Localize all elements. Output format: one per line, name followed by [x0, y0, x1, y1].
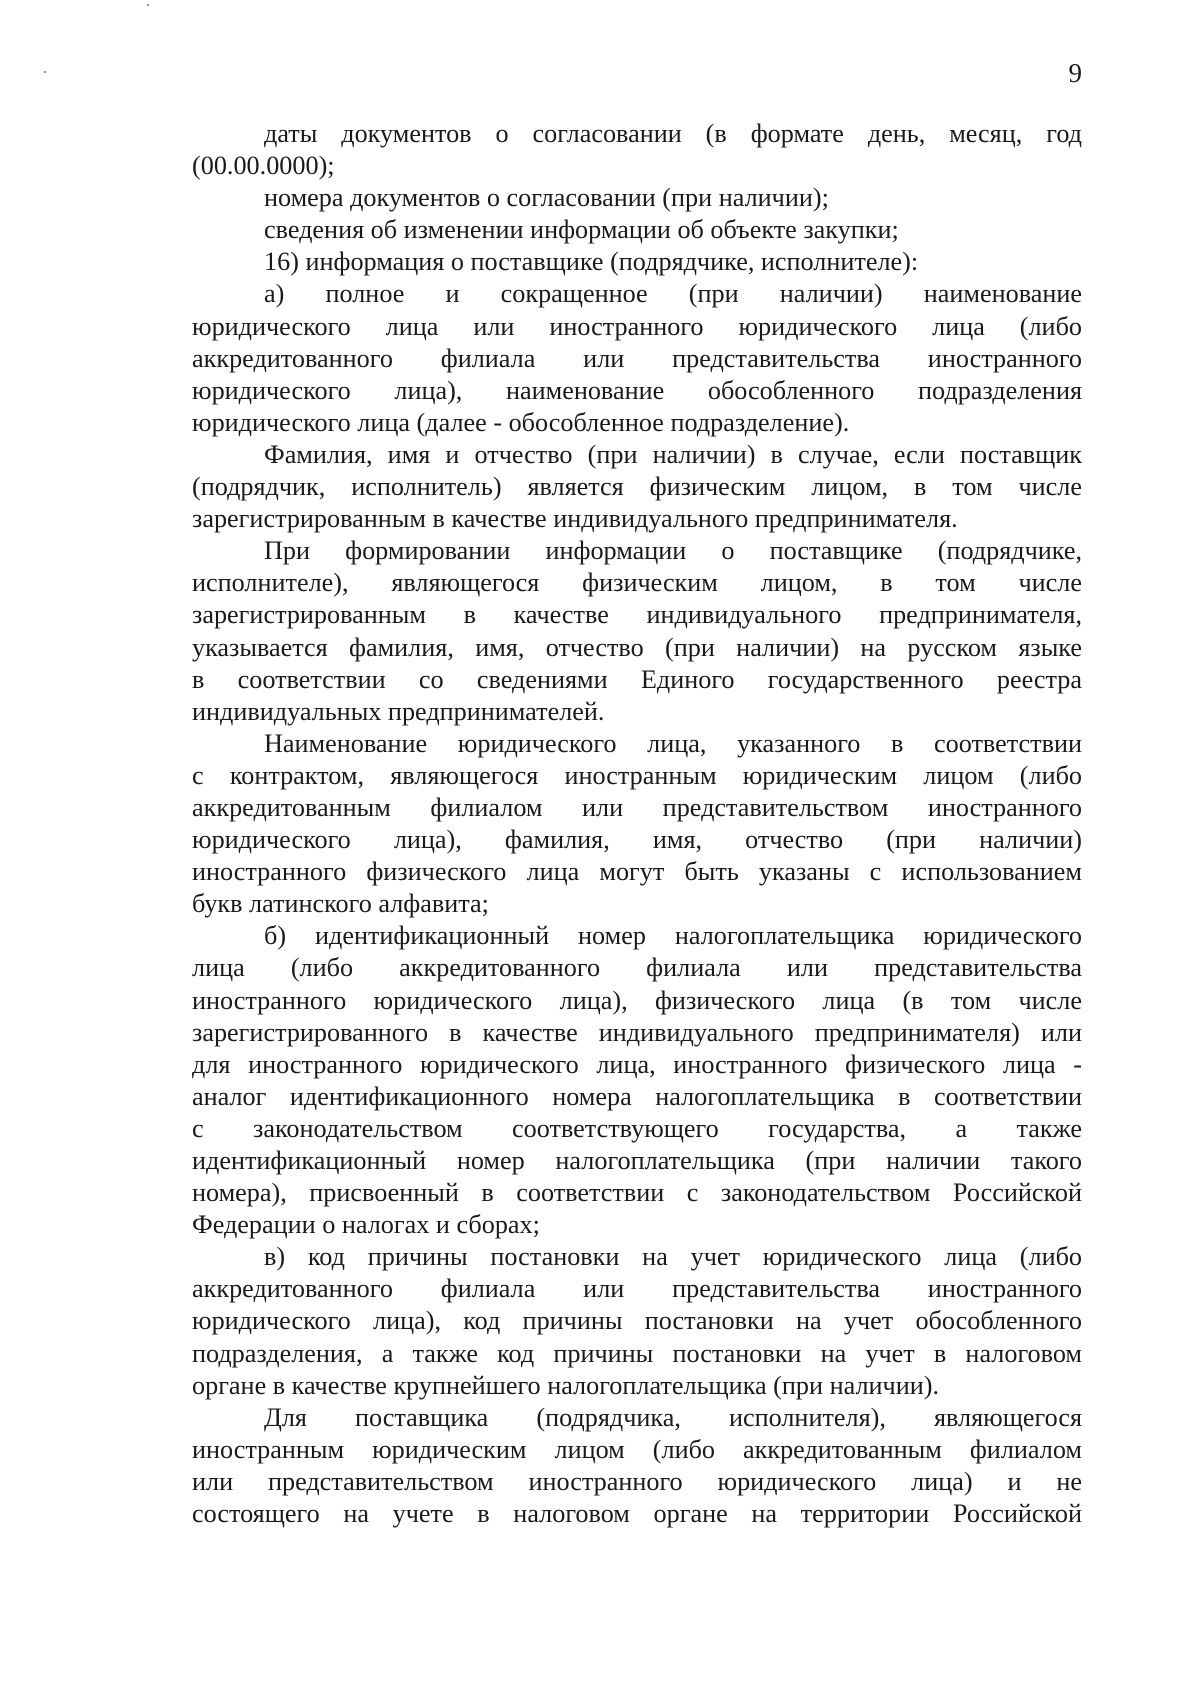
text-line: с контрактом, являющегося иностранным юридическим лицом (либо — [192, 760, 1082, 790]
text-line: юридического лица), наименование обособленного подразделения — [192, 375, 1082, 405]
text-line: зарегистрированным в качестве индивидуального предпринимателя. — [192, 504, 958, 534]
text-line: иностранным юридическим лицом (либо аккредитованным филиалом — [192, 1434, 1082, 1464]
text-line: 16) информация о поставщике (подрядчике, исполнителе): — [264, 247, 919, 277]
text-line: иностранного физического лица могут быть указаны с использованием — [192, 857, 1082, 887]
text-line: зарегистрированным в качестве индивидуального предпринимателя, — [192, 600, 1082, 630]
text-line: (подрядчик, исполнитель) является физическим лицом, в том числе — [192, 472, 1082, 502]
text-line: (00.00.0000); — [192, 151, 335, 181]
text-line: иностранного юридического лица), физического лица (в том числе — [192, 985, 1082, 1015]
text-line: зарегистрированного в качестве индивидуального предпринимателя) или — [192, 1017, 1082, 1047]
text-line: для иностранного юридического лица, иностранного физического лица - — [192, 1049, 1082, 1079]
text-line: Для поставщика (подрядчика, исполнителя), являющегося — [264, 1402, 1082, 1432]
text-line: При формировании информации о поставщике (подрядчике, — [264, 536, 1082, 566]
text-line: Фамилия, имя и отчество (при наличии) в случае, если поставщик — [264, 439, 1082, 469]
page-number: 9 — [1068, 58, 1082, 88]
text-line: а) полное и сокращенное (при наличии) наименование — [264, 279, 1082, 309]
text-line: состоящего на учете в налоговом органе на территории Российской — [192, 1499, 1082, 1529]
text-line: номера документов о согласовании (при наличии); — [264, 183, 829, 213]
text-line: указывается фамилия, имя, отчество (при наличии) на русском языке — [192, 632, 1082, 662]
text-line: идентификационный номер налогоплательщика (при наличии такого — [192, 1146, 1082, 1175]
text-line: лица (либо аккредитованного филиала или представительства — [192, 953, 1082, 983]
text-line: юридического лица или иностранного юридического лица (либо — [192, 311, 1082, 341]
text-line: аккредитованным филиалом или представительством иностранного — [192, 792, 1082, 822]
text-line: сведения об изменении информации об объекте закупки; — [264, 215, 899, 245]
scan-artifact-dot — [147, 4, 149, 6]
text-line: аналог идентификационного номера налогоплательщика в соответствии — [192, 1081, 1082, 1111]
text-line: даты документов о согласовании (в формате день, месяц, год — [264, 119, 1082, 148]
text-line: в соответствии со сведениями Единого государственного реестра — [192, 664, 1082, 694]
scan-artifact-dot — [44, 71, 46, 73]
text-line: или представительством иностранного юридического лица) и не — [192, 1466, 1082, 1496]
text-line: с законодательством соответствующего государства, а также — [192, 1113, 1082, 1143]
text-line: Наименование юридического лица, указанного в соответствии — [264, 728, 1082, 758]
text-line: номера), присвоенный в соответствии с законодательством Российской — [192, 1178, 1082, 1208]
text-line: в) код причины постановки на учет юридического лица (либо — [264, 1242, 1082, 1272]
text-line: юридического лица), фамилия, имя, отчество (при наличии) — [192, 825, 1082, 855]
text-line: Федерации о налогах и сборах; — [192, 1210, 540, 1240]
text-line: исполнителе), являющегося физическим лицом, в том числе — [192, 568, 1082, 598]
text-line: органе в качестве крупнейшего налогоплательщика (при наличии). — [192, 1370, 939, 1400]
text-line: подразделения, а также код причины постановки на учет в налоговом — [192, 1338, 1082, 1368]
text-line: б) идентификационный номер налогоплательщика юридического — [264, 921, 1082, 951]
text-line: букв латинского алфавита; — [192, 889, 489, 919]
text-line: индивидуальных предпринимателей. — [192, 696, 605, 726]
text-line: аккредитованного филиала или представительства иностранного — [192, 343, 1082, 373]
text-line: юридического лица (далее - обособленное подразделение). — [192, 407, 850, 437]
text-line: аккредитованного филиала или представительства иностранного — [192, 1274, 1082, 1304]
text-line: юридического лица), код причины постановки на учет обособленного — [192, 1306, 1082, 1336]
document-body — [192, 118, 1082, 1530]
